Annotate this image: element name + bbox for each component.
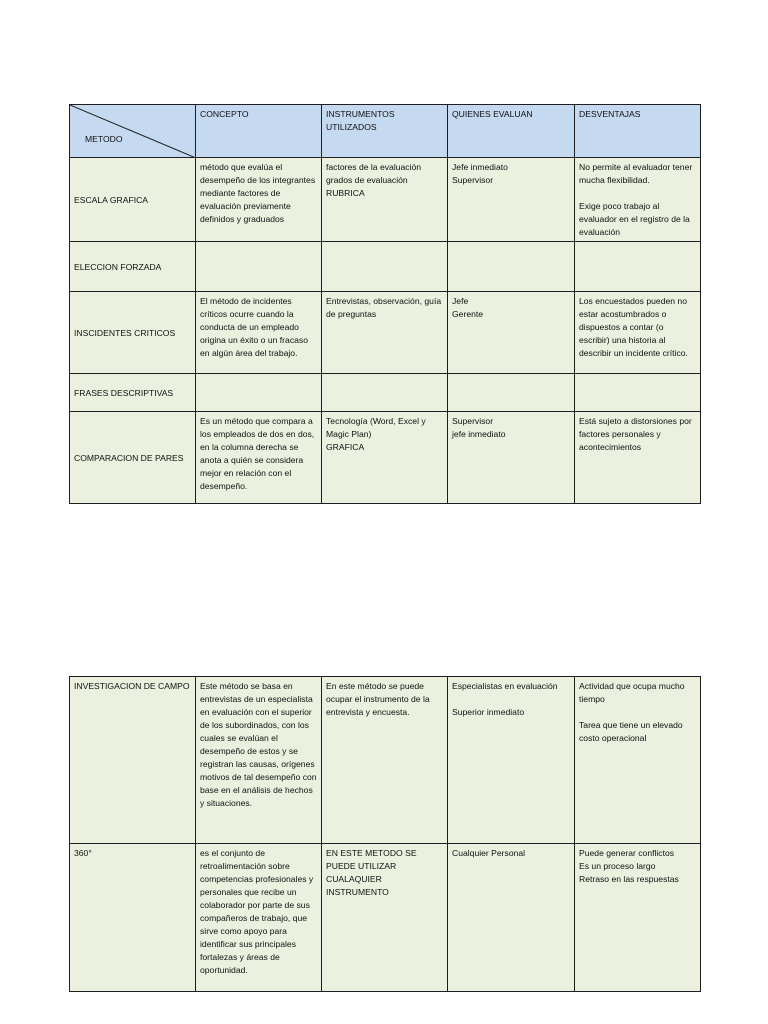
diagonal-divider (70, 105, 196, 158)
method-cell: INSCIDENTES CRITICOS (70, 292, 196, 374)
corner-header-cell (70, 105, 196, 158)
instrumentos-cell: EN ESTE METODO SE PUEDE UTILIZAR CUALAQUIER INSTRUMENTO (322, 844, 448, 992)
evaluation-methods-table-continued (69, 676, 701, 992)
concepto-cell: El método de incidentes críticos ocurre cuando la conducta de un empleado origina un éxito o un fracaso en algún área del trabajo. (196, 292, 322, 374)
method-cell: ELECCION FORZADA (70, 242, 196, 292)
quienes-cell: Especialistas en evaluación Superior inmediato (448, 677, 575, 844)
concepto-cell: es el conjunto de retroalimentación sobre competencias profesionales y personales que recibe un colaborador por parte de sus compañeros de trabajo, que sirve como apoyo para identificar sus principales fortalezas y áreas de oportunidad. (196, 844, 322, 992)
desventajas-cell (575, 242, 701, 292)
concepto-cell: Este método se basa en entrevistas de un especialista en evaluación con el superior de los subordinados, con los cuales se evalúan el desempeño de estos y se registran las causas, orígenes motivos de tal desempeño con base en el análisis de hechos y situaciones. (196, 677, 322, 844)
concepto-cell: Es un método que compara a los empleados de dos en dos, en la columna derecha se anota a quién se considera mejor en relación con el desempeño. (196, 412, 322, 504)
table-row (70, 844, 701, 992)
method-cell: FRASES DESCRIPTIVAS (70, 374, 196, 412)
quienes-cell (448, 374, 575, 412)
quienes-cell: Jefe inmediato Supervisor (448, 158, 575, 242)
desventajas-cell: No permite al evaluador tener mucha flexibilidad. Exige poco trabajo al evaluador en el registro de la evaluación (575, 158, 701, 242)
quienes-cell (448, 242, 575, 292)
table-row (70, 412, 701, 504)
instrumentos-cell: Tecnología (Word, Excel y Magic Plan) GRAFICA (322, 412, 448, 504)
method-cell: COMPARACION DE PARES (70, 412, 196, 504)
desventajas-cell: Los encuestados pueden no estar acostumbrados o dispuestos a contar (o escribir) una historia al describir un incidente crítico. (575, 292, 701, 374)
table-row (70, 677, 701, 844)
concepto-cell (196, 242, 322, 292)
header-quienes-evaluan: QUIENES EVALUAN (448, 105, 575, 158)
method-cell: INVESTIGACION DE CAMPO (70, 677, 196, 844)
table-row (70, 292, 701, 374)
concepto-cell: método que evalúa el desempeño de los integrantes mediante factores de evaluación previamente definidos y graduados (196, 158, 322, 242)
quienes-cell: Jefe Gerente (448, 292, 575, 374)
instrumentos-cell: En este método se puede ocupar el instrumento de la entrevista y encuesta. (322, 677, 448, 844)
instrumentos-cell: Entrevistas, observación, guía de preguntas (322, 292, 448, 374)
quienes-cell: Cualquier Personal (448, 844, 575, 992)
table-row (70, 242, 701, 292)
desventajas-cell: Puede generar conflictos Es un proceso largo Retraso en las respuestas (575, 844, 701, 992)
instrumentos-cell (322, 242, 448, 292)
method-cell: 360° (70, 844, 196, 992)
instrumentos-cell: factores de la evaluación grados de evaluación RUBRICA (322, 158, 448, 242)
concepto-cell (196, 374, 322, 412)
evaluation-methods-table (69, 104, 701, 504)
table-row (70, 374, 701, 412)
method-cell: ESCALA GRAFICA (70, 158, 196, 242)
desventajas-cell (575, 374, 701, 412)
instrumentos-cell (322, 374, 448, 412)
corner-label-metodo: METODO (85, 134, 123, 144)
quienes-cell: Supervisor jefe inmediato (448, 412, 575, 504)
table-row (70, 158, 701, 242)
desventajas-cell: Está sujeto a distorsiones por factores personales y acontecimientos (575, 412, 701, 504)
header-instrumentos: INSTRUMENTOS UTILIZADOS (322, 105, 448, 158)
header-desventajas: DESVENTAJAS (575, 105, 701, 158)
header-concepto: CONCEPTO (196, 105, 322, 158)
desventajas-cell: Actividad que ocupa mucho tiempo Tarea que tiene un elevado costo operacional (575, 677, 701, 844)
table-header-row (70, 105, 701, 158)
